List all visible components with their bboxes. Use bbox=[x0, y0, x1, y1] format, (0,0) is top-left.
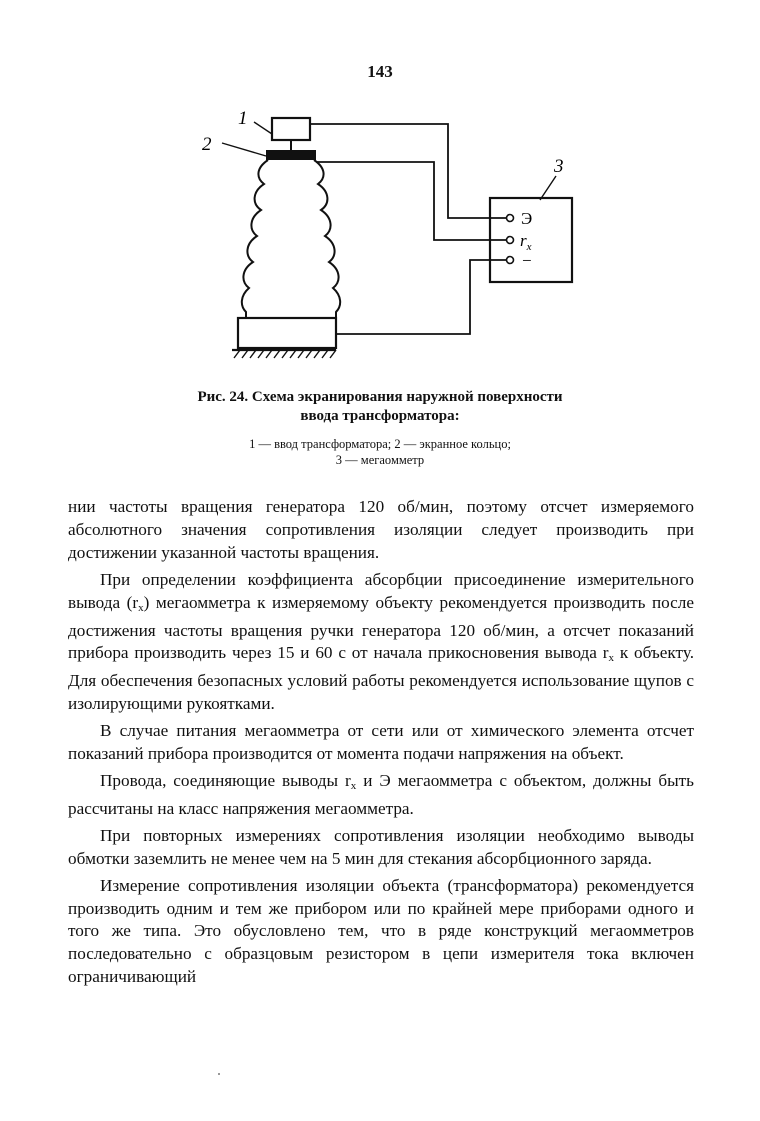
leader-2 bbox=[222, 143, 266, 156]
page-speck bbox=[218, 1073, 220, 1075]
terminal-rx bbox=[507, 237, 514, 244]
terminal-e-label: Э bbox=[521, 209, 533, 228]
leader-3 bbox=[540, 176, 556, 200]
page-number: 143 bbox=[367, 62, 393, 81]
paragraph-2: При определении коэффициента абсорбции присоединение измерительного вывода $(r_x)$ мегаомметра к измеряемому объекту рекомендуется производить после достижения частоты вращения ручки генератора 120 об/мин, а отсчет показаний прибора производить через 15 и 60 с от начала прикосновения вывода $r_x$ к объекту. Для обеспечения безопасных условий работы рекомендуется использование щупов с изолирующими рукоятками. bbox=[68, 569, 694, 714]
legend-line-2: 3 — мегаомметр bbox=[335, 453, 425, 467]
terminal-rx-label: $r_x$ bbox=[520, 231, 532, 253]
leader-1 bbox=[254, 122, 272, 134]
body-text bbox=[68, 496, 694, 989]
paragraph-4: Провода, соединяющие выводы $r_x$ и Э мегаомметра с объектом, должны быть рассчитаны на класс напряжения мегаомметра. bbox=[68, 770, 694, 818]
paragraph-6: Измерение сопротивления изоляции объекта (трансформатора) рекомендуется производить одним и тем же прибором или по крайней мере приборами одного и того же типа. Это обусловлено тем, что в ряде конструкций мегаомметров последовательно с образцовым резистором в цепи измерителя тока включен ограничивающий bbox=[68, 875, 694, 987]
transformer-bushing-diagram bbox=[0, 0, 760, 380]
wire-e bbox=[310, 124, 506, 218]
bushing-cap bbox=[272, 118, 310, 140]
figure-caption bbox=[150, 388, 610, 426]
ground-hatch bbox=[234, 350, 336, 358]
callout-3: 3 bbox=[554, 156, 564, 177]
bushing-base bbox=[238, 318, 336, 348]
figure-legend bbox=[140, 436, 620, 468]
insulator-body-right bbox=[314, 160, 340, 318]
wire-rx bbox=[316, 162, 506, 240]
terminal-e bbox=[507, 215, 514, 222]
paragraph-1: нии частоты вращения генератора 120 об/мин, поэтому отсчет измеряемого абсолютного значения сопротивления изоляции следует производить при достижении указанной частоты вращения. bbox=[68, 497, 694, 562]
terminal-minus bbox=[507, 257, 514, 264]
callout-2: 2 bbox=[202, 134, 212, 155]
terminal-minus-label: − bbox=[522, 251, 532, 270]
insulator-body bbox=[242, 160, 268, 318]
screen-ring bbox=[266, 150, 316, 160]
wire-minus bbox=[336, 260, 506, 334]
paragraph-5: При повторных измерениях сопротивления изоляции необходимо выводы обмотки заземлить не менее чем на 5 мин для стекания абсорбционного заряда. bbox=[68, 825, 694, 868]
caption-line-1: Рис. 24. Схема экранирования наружной поверхности bbox=[197, 389, 563, 405]
callout-1: 1 bbox=[238, 108, 248, 129]
caption-line-2: ввода трансформатора: bbox=[300, 408, 460, 424]
legend-line-1: 1 — ввод трансформатора; 2 — экранное кольцо; bbox=[249, 437, 511, 451]
paragraph-3: В случае питания мегаомметра от сети или от химического элемента отсчет показаний прибора производится от момента подачи напряжения на объект. bbox=[68, 721, 694, 764]
